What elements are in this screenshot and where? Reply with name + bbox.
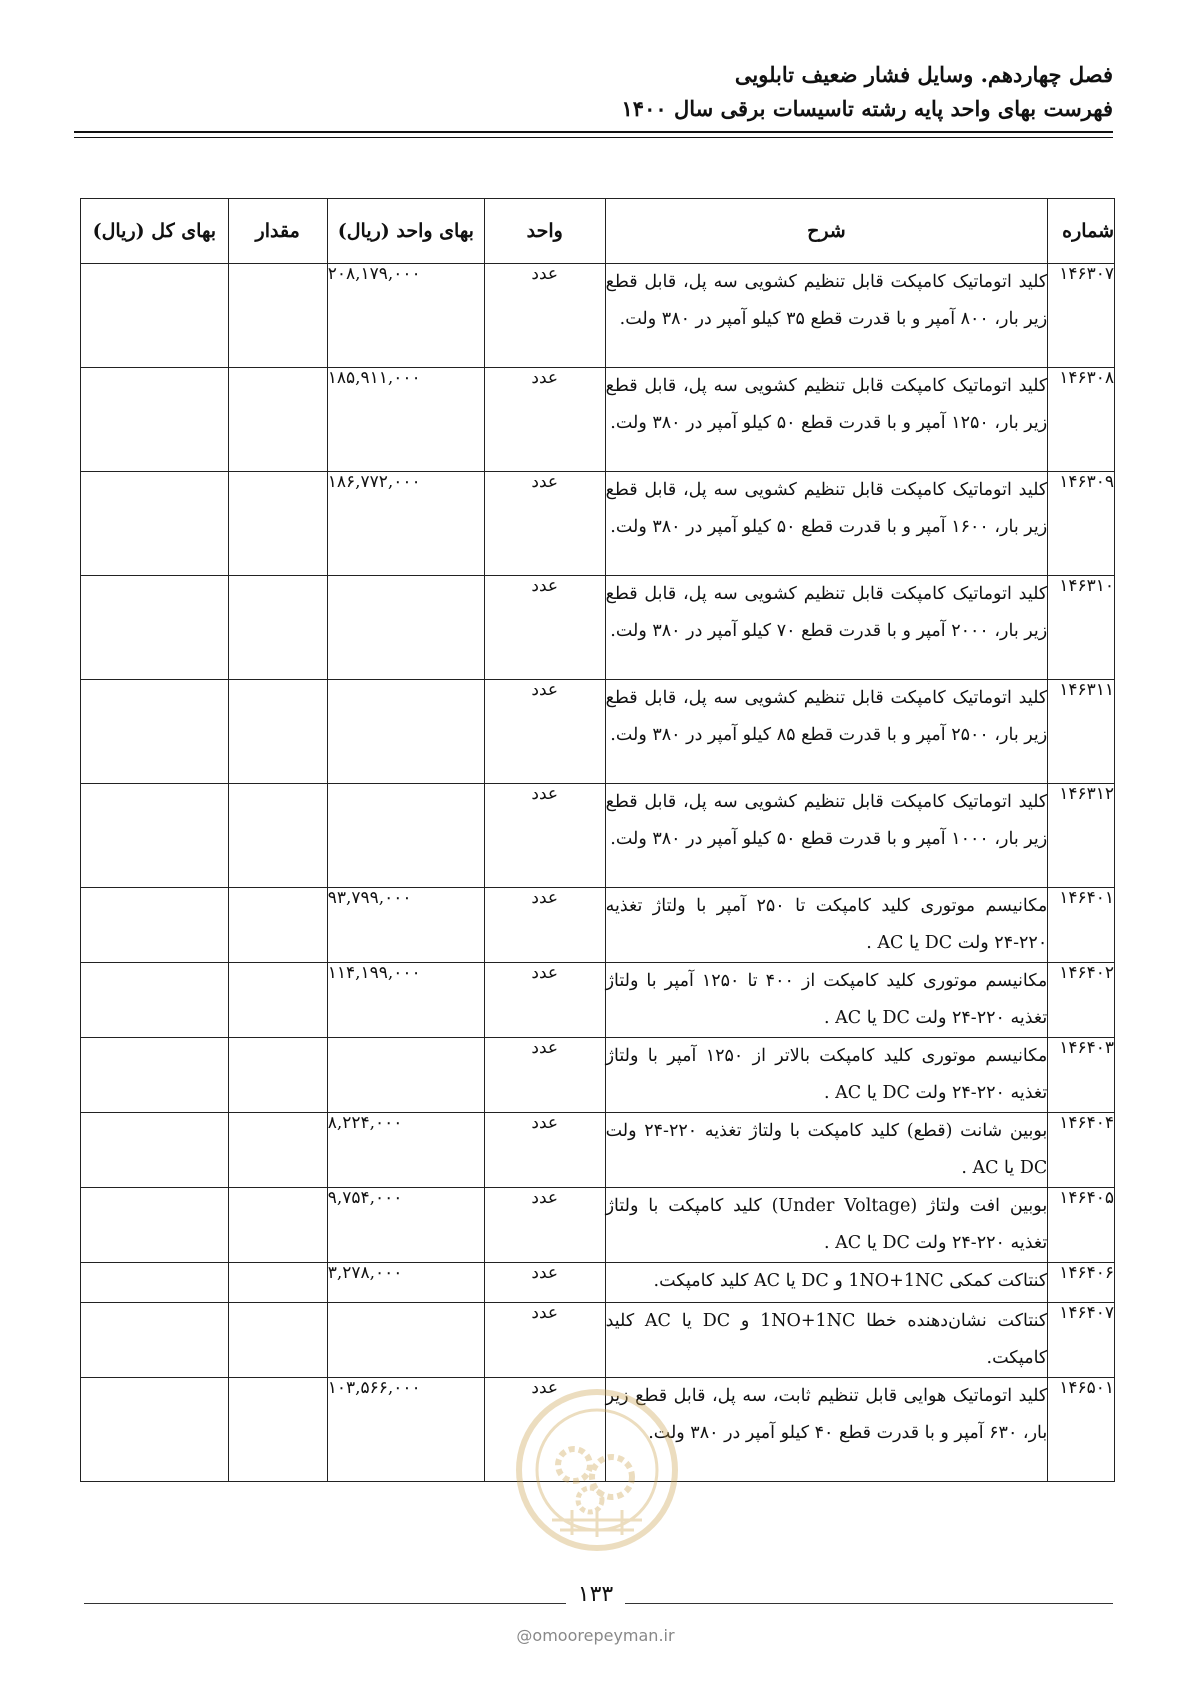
item-quantity: [228, 784, 327, 888]
item-unit: عدد: [484, 472, 605, 576]
seal-watermark-icon: [512, 1385, 682, 1555]
item-total-price: [81, 963, 229, 1038]
item-number: ۱۴۶۳۱۱: [1048, 680, 1115, 784]
item-unit-price: [327, 1303, 484, 1378]
item-unit: عدد: [484, 1113, 605, 1188]
table-row: [81, 888, 1115, 963]
item-description: بوبین افت ولتاژ (Under Voltage) کلید کامپکت با ولتاژ تغذیه ۲۲۰-۲۴ ولت DC یا AC .: [605, 1188, 1048, 1263]
item-description: کلید اتوماتیک کامپکت قابل تنظیم کشویی سه پل، قابل قطع زیر بار، ۲۵۰۰ آمپر و با قدرت قطع ۸۵ کیلو آمپر در ۳۸۰ ولت.: [605, 680, 1048, 784]
item-unit-price: ۱۱۴,۱۹۹,۰۰۰: [327, 963, 484, 1038]
website-watermark: @omoorepeyman.ir: [516, 1626, 675, 1645]
item-total-price: [81, 576, 229, 680]
item-unit: عدد: [484, 1188, 605, 1263]
item-total-price: [81, 1038, 229, 1113]
table-row: [81, 1113, 1115, 1188]
item-unit: عدد: [484, 1038, 605, 1113]
item-description: کلید اتوماتیک کامپکت قابل تنظیم کشویی سه پل، قابل قطع زیر بار، ۱۰۰۰ آمپر و با قدرت قطع ۵۰ کیلو آمپر در ۳۸۰ ولت.: [605, 784, 1048, 888]
table-row: [81, 680, 1115, 784]
item-total-price: [81, 888, 229, 963]
table-header-row: [81, 199, 1115, 264]
item-description: مکانیسم موتوری کلید کامپکت بالاتر از ۱۲۵۰ آمپر با ولتاژ تغذیه ۲۲۰-۲۴ ولت DC یا AC .: [605, 1038, 1048, 1113]
item-description: مکانیسم موتوری کلید کامپکت از ۴۰۰ تا ۱۲۵۰ آمپر با ولتاژ تغذیه ۲۲۰-۲۴ ولت DC یا AC .: [605, 963, 1048, 1038]
item-number: ۱۴۶۴۰۶: [1048, 1263, 1115, 1303]
item-total-price: [81, 784, 229, 888]
item-quantity: [228, 1263, 327, 1303]
page-header: [74, 58, 1113, 126]
item-quantity: [228, 368, 327, 472]
item-total-price: [81, 264, 229, 368]
item-total-price: [81, 1263, 229, 1303]
page-number: ۱۳۳: [566, 1582, 625, 1607]
item-total-price: [81, 1378, 229, 1482]
item-number: ۱۴۶۴۰۳: [1048, 1038, 1115, 1113]
table-row: [81, 1188, 1115, 1263]
item-total-price: [81, 1113, 229, 1188]
item-number: ۱۴۶۴۰۷: [1048, 1303, 1115, 1378]
item-quantity: [228, 1188, 327, 1263]
item-number: ۱۴۶۴۰۴: [1048, 1113, 1115, 1188]
table-row: [81, 1263, 1115, 1303]
item-unit: عدد: [484, 576, 605, 680]
table-row: [81, 1303, 1115, 1378]
item-quantity: [228, 888, 327, 963]
item-unit: عدد: [484, 1378, 605, 1482]
item-unit-price: [327, 1038, 484, 1113]
item-quantity: [228, 1038, 327, 1113]
item-unit: عدد: [484, 680, 605, 784]
item-description: کلید اتوماتیک کامپکت قابل تنظیم کشویی سه پل، قابل قطع زیر بار، ۸۰۰ آمپر و با قدرت قطع ۳۵ کیلو آمپر در ۳۸۰ ولت.: [605, 264, 1048, 368]
item-total-price: [81, 1303, 229, 1378]
item-description: بوبین شانت (قطع) کلید کامپکت با ولتاژ تغذیه ۲۲۰-۲۴ ولت DC یا AC .: [605, 1113, 1048, 1188]
header-quantity: مقدار: [228, 199, 327, 264]
item-description: کنتاکت کمکی 1NO+1NC و DC یا AC کلید کامپکت.: [605, 1263, 1048, 1303]
header-rule-thin: [74, 137, 1113, 138]
item-quantity: [228, 680, 327, 784]
item-unit-price: ۱۰۳,۵۶۶,۰۰۰: [327, 1378, 484, 1482]
item-unit: عدد: [484, 784, 605, 888]
item-number: ۱۴۶۳۱۰: [1048, 576, 1115, 680]
item-unit: عدد: [484, 888, 605, 963]
table-row: [81, 264, 1115, 368]
item-number: ۱۴۶۵۰۱: [1048, 1378, 1115, 1482]
header-unit-price: بهای واحد (ریال): [327, 199, 484, 264]
item-description: کلید اتوماتیک هوایی قابل تنظیم ثابت، سه پل، قابل قطع زیر بار، ۶۳۰ آمپر و با قدرت قطع ۴۰ کیلو آمپر در ۳۸۰ ولت.: [605, 1378, 1048, 1482]
header-unit: واحد: [484, 199, 605, 264]
item-unit: عدد: [484, 1303, 605, 1378]
item-number: ۱۴۶۴۰۵: [1048, 1188, 1115, 1263]
item-total-price: [81, 680, 229, 784]
item-quantity: [228, 1303, 327, 1378]
item-unit-price: [327, 576, 484, 680]
item-unit-price: ۸,۲۲۴,۰۰۰: [327, 1113, 484, 1188]
table-row: [81, 784, 1115, 888]
table-row: [81, 576, 1115, 680]
item-description: کلید اتوماتیک کامپکت قابل تنظیم کشویی سه پل، قابل قطع زیر بار، ۱۶۰۰ آمپر و با قدرت قطع ۵۰ کیلو آمپر در ۳۸۰ ولت.: [605, 472, 1048, 576]
table-row: [81, 963, 1115, 1038]
item-unit-price: ۹۳,۷۹۹,۰۰۰: [327, 888, 484, 963]
item-unit-price: ۲۰۸,۱۷۹,۰۰۰: [327, 264, 484, 368]
item-description: کلید اتوماتیک کامپکت قابل تنظیم کشویی سه پل، قابل قطع زیر بار، ۱۲۵۰ آمپر و با قدرت قطع ۵۰ کیلو آمپر در ۳۸۰ ولت.: [605, 368, 1048, 472]
chapter-title: فصل چهاردهم. وسایل فشار ضعیف تابلویی: [734, 62, 1113, 87]
header-description: شرح: [605, 199, 1048, 264]
item-unit-price: ۹,۷۵۴,۰۰۰: [327, 1188, 484, 1263]
item-unit-price: ۱۸۵,۹۱۱,۰۰۰: [327, 368, 484, 472]
header-total-price: بهای کل (ریال): [81, 199, 229, 264]
item-quantity: [228, 576, 327, 680]
item-number: ۱۴۶۳۰۹: [1048, 472, 1115, 576]
price-table: [80, 198, 1115, 1482]
item-unit-price: ۱۸۶,۷۷۲,۰۰۰: [327, 472, 484, 576]
item-total-price: [81, 472, 229, 576]
item-unit: عدد: [484, 963, 605, 1038]
item-quantity: [228, 472, 327, 576]
item-number: ۱۴۶۴۰۱: [1048, 888, 1115, 963]
item-total-price: [81, 1188, 229, 1263]
item-quantity: [228, 264, 327, 368]
item-number: ۱۴۶۳۰۸: [1048, 368, 1115, 472]
item-unit: عدد: [484, 264, 605, 368]
item-description: کلید اتوماتیک کامپکت قابل تنظیم کشویی سه پل، قابل قطع زیر بار، ۲۰۰۰ آمپر و با قدرت قطع ۷۰ کیلو آمپر در ۳۸۰ ولت.: [605, 576, 1048, 680]
document-title: فهرست بهای واحد پایه رشته تاسیسات برقی سال ۱۴۰۰: [621, 96, 1113, 121]
item-unit-price: [327, 784, 484, 888]
item-description: مکانیسم موتوری کلید کامپکت تا ۲۵۰ آمپر با ولتاژ تغذیه ۲۲۰-۲۴ ولت DC یا AC .: [605, 888, 1048, 963]
item-quantity: [228, 1113, 327, 1188]
item-number: ۱۴۶۳۱۲: [1048, 784, 1115, 888]
item-unit: عدد: [484, 368, 605, 472]
item-number: ۱۴۶۴۰۲: [1048, 963, 1115, 1038]
header-rule-thick: [74, 131, 1113, 133]
table-row: [81, 1038, 1115, 1113]
header-number: شماره: [1048, 199, 1115, 264]
item-quantity: [228, 963, 327, 1038]
item-total-price: [81, 368, 229, 472]
item-unit-price: [327, 680, 484, 784]
item-quantity: [228, 1378, 327, 1482]
item-number: ۱۴۶۳۰۷: [1048, 264, 1115, 368]
item-unit: عدد: [484, 1263, 605, 1303]
item-unit-price: ۳,۲۷۸,۰۰۰: [327, 1263, 484, 1303]
item-description: کنتاکت نشان‌دهنده خطا 1NO+1NC و DC یا AC کلید کامپکت.: [605, 1303, 1048, 1378]
table-row: [81, 368, 1115, 472]
table-row: [81, 472, 1115, 576]
